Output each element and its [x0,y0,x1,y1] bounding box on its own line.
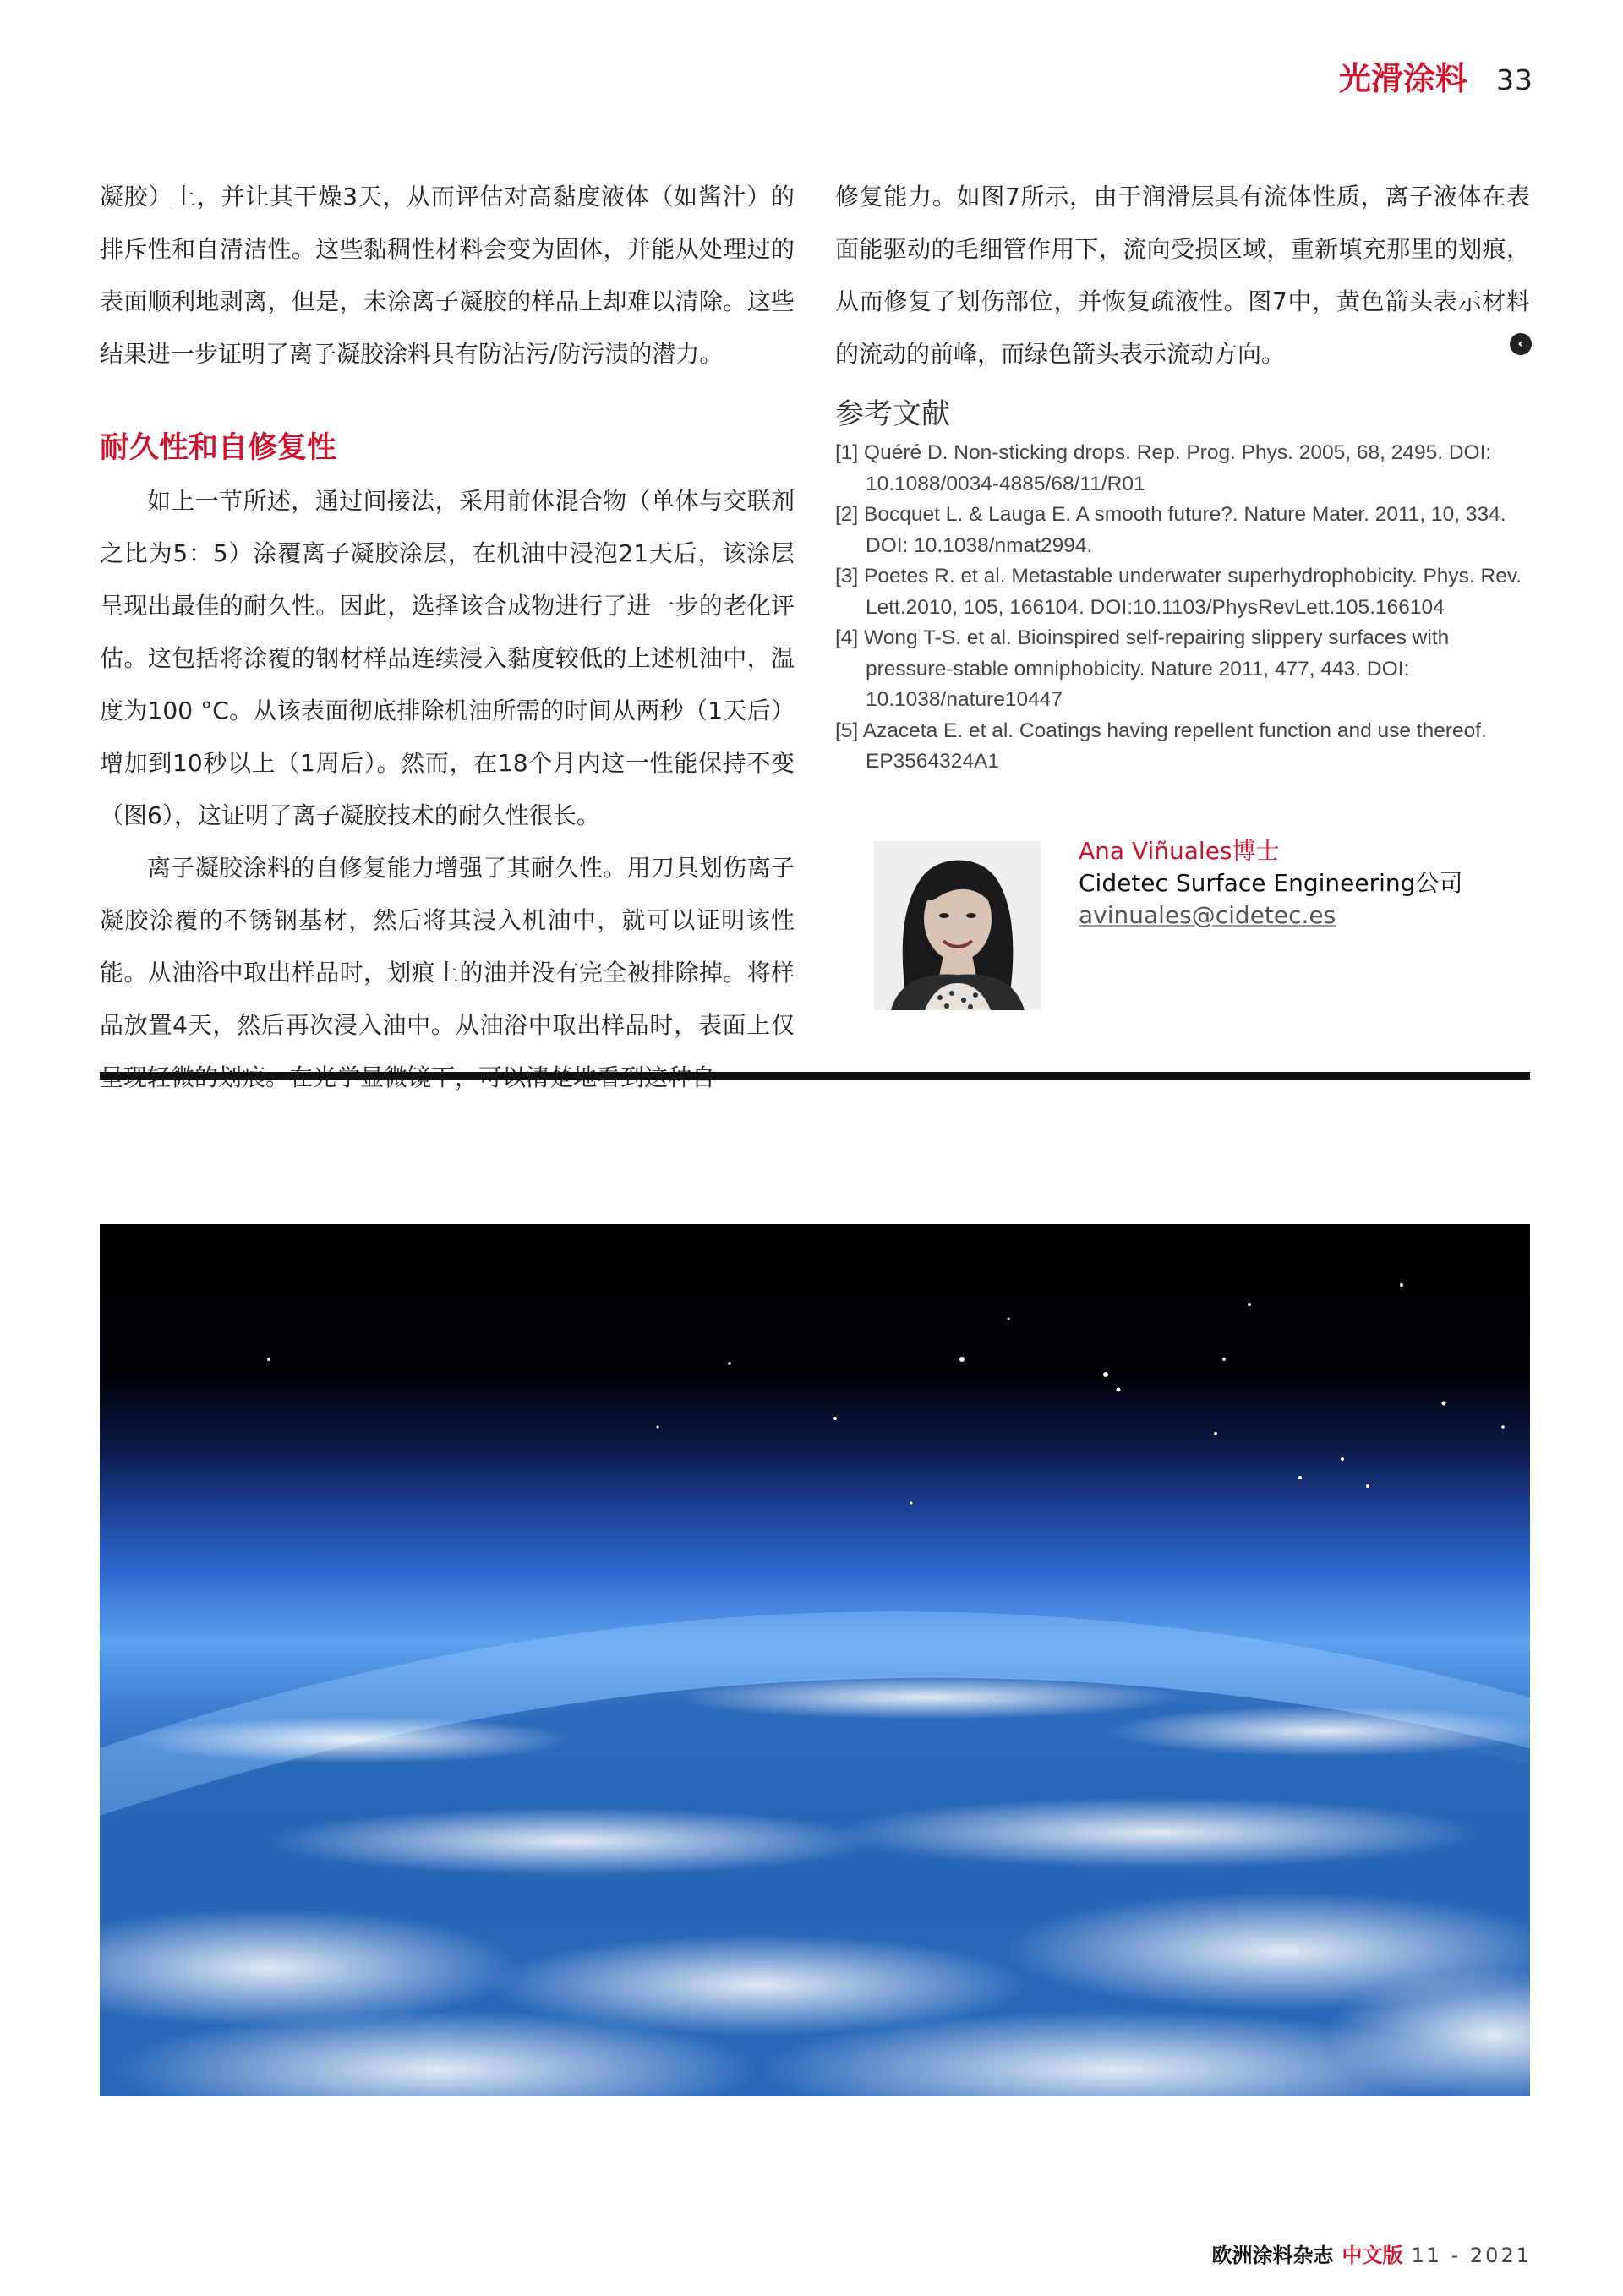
references-heading: 参考文献 [835,397,950,431]
left-column-top [100,171,795,380]
body-paragraph: 修复能力。如图7所示，由于润滑层具有流体性质，离子液体在表面能驱动的毛细管作用下，流向受损区域，重新填充那里的划痕，从而修复了划伤部位，并恢复疏液性。图7中，黄色箭头表示材料的流动的前峰，而绿色箭头表示流动方向。 [835,183,1530,368]
reference-item: [4] Wong T-S. et al. Bioinspired self-repairing slippery surfaces with pressure-stable omniphobicity. Nature 2011, 477, 443. DOI: 10.1038/nature10447 [835,626,1450,711]
reference-item: [3] Poetes R. et al. Metastable underwater superhydrophobicity. Phys. Rev. Lett.2010, 105, 166104. DOI:10.1103/PhysRevLett.105.166104 [835,565,1522,619]
reference-item: [1] Quéré D. Non-sticking drops. Rep. Prog. Phys. 2005, 68, 2495. DOI: 10.1088/0034-4885/68/11/R01 [835,441,1492,495]
author-portrait [874,841,1041,1010]
issue-number: 11 - 2021 [1411,2244,1532,2267]
reference-item: [2] Bocquet L. & Lauga E. A smooth future?. Nature Mater. 2011, 10, 334. DOI: 10.1038/nmat2994. [835,503,1506,557]
section-heading: 耐久性和自修复性 [100,431,337,465]
right-column-top [835,171,1530,380]
page-number: 33 [1496,63,1533,96]
left-column-body [100,475,795,1104]
earth-horizon-photo [100,1224,1530,2096]
section-divider [100,1072,1530,1080]
body-paragraph: 离子凝胶涂料的自修复能力增强了其耐久性。用刀具划伤离子凝胶涂覆的不锈钢基材，然后将其浸入机油中，就可以证明该性能。从油浴中取出样品时，划痕上的油并没有完全被排除掉。将样品放置4天，然后再次浸入油中。从油浴中取出样品时，表面上仅 [100,854,795,1039]
author-email-link[interactable]: avinuales@cidetec.es [1079,901,1336,929]
page-footer [1211,2239,1532,2268]
magazine-name: 欧洲涂料杂志 [1211,2244,1334,2267]
author-info [1079,835,1462,932]
page-header [1339,52,1533,99]
reference-item: [5] Azaceta E. et al. Coatings having repellent function and use thereof. EP3564324A1 [835,719,1487,773]
edition-label: 中文版 [1342,2244,1403,2267]
references-list [835,438,1537,778]
section-title: 光滑涂料 [1338,60,1467,97]
chevron-left-circle-icon: ‹ [1510,333,1532,355]
author-organization: Cidetec Surface Engineering公司 [1079,869,1463,897]
body-paragraph: 凝胶）上，并让其干燥3天，从而评估对高黏度液体（如酱汁）的排斥性和自清洁性。这些黏稠性材料会变为固体，并能从处理过的表面顺利地剥离，但是，未涂离子凝胶的样品上却难以清除。这些结果进一步证明了离子凝胶涂料具有防沾污/防污渍的潜力。 [100,183,795,368]
body-paragraph: 如上一节所述，通过间接法，采用前体混合物（单体与交联剂之比为5：5）涂覆离子凝胶涂层，在机油中浸泡21天后，该涂层呈现出最佳的耐久性。因此，选择该合成物进行了进一步的老化评估。这包括将涂覆的钢材样品连续浸入黏度较低的上述机油中，温度为100 °C。从该表面彻底排除机油所需的时间从两秒（1天后）增加到10秒以上（1周后）。然而，在18个月内这一性能保持不变（图6），这证明了离子凝胶技术的耐久性很长。 [100,487,795,829]
author-name: Ana Viñuales博士 [1079,837,1280,865]
